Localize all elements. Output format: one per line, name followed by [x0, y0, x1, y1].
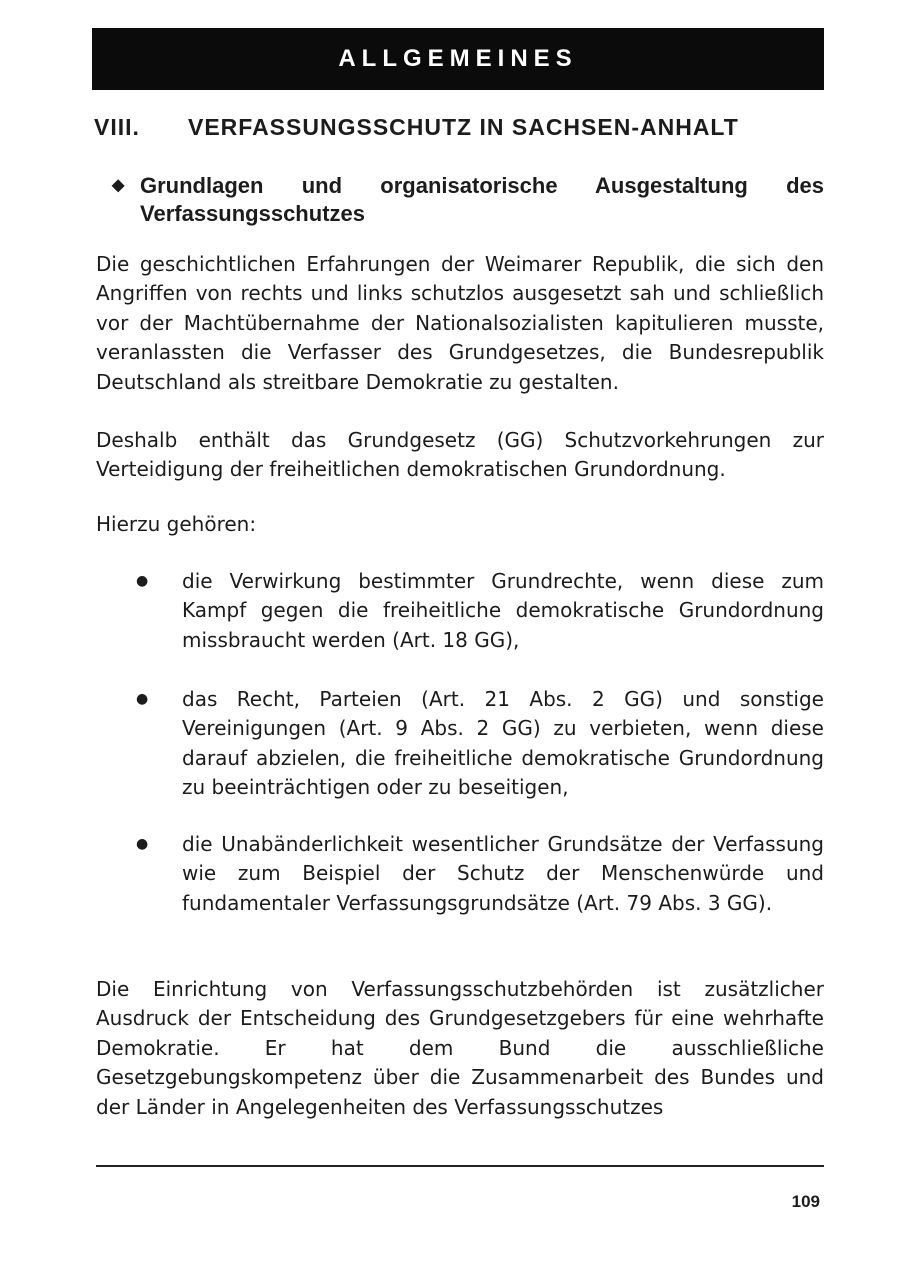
list-item [136, 567, 824, 655]
diamond-bullet-icon: ◆ [112, 177, 125, 194]
section-banner: ALLGEMEINES [92, 28, 824, 90]
bullet-list [136, 830, 824, 918]
footer-divider [96, 1165, 824, 1167]
page-number: 109 [791, 1192, 820, 1211]
list-item-text: die Verwirkung bestimmter Grundrechte, wenn diese zum Kampf gegen die freiheitliche demokratische Grundordnung missbraucht werden (Art. 18 GG), [182, 569, 824, 652]
bullet-list [136, 685, 824, 803]
bullet-list [136, 567, 824, 655]
subsection-title: Grundlagen und organisatorische Ausgestaltung des Verfassungsschutzes [140, 173, 824, 226]
bullet-dot-icon: ● [136, 691, 149, 707]
bullet-dot-icon: ● [136, 573, 149, 589]
list-item-text: das Recht, Parteien (Art. 21 Abs. 2 GG) und sonstige Vereinigungen (Art. 9 Abs. 2 GG) zu verbieten, wenn diese darauf abzielen, die freiheitliche demokratische Grundordnung zu beeinträchtigen oder zu beseitigen, [182, 687, 824, 800]
list-intro: Hierzu gehören: [96, 512, 257, 536]
bullet-dot-icon: ● [136, 836, 149, 852]
chapter-heading [94, 114, 824, 141]
list-item-text: die Unabänderlichkeit wesentlicher Grundsätze der Verfassung wie zum Beispiel der Schutz der Menschenwürde und fundamentaler Verfassungsgrundsätze (Art. 79 Abs. 3 GG). [182, 832, 824, 915]
subsection-heading [112, 172, 824, 228]
body-paragraph-2: Deshalb enthält das Grundgesetz (GG) Schutzvorkehrungen zur Verteidigung der freiheitlichen demokratischen Grundordnung. [96, 428, 824, 482]
body-paragraph-1: Die geschichtlichen Erfahrungen der Weimarer Republik, die sich den Angriffen von rechts und links schutzlos ausgesetzt sah und schließlich vor der Machtübernahme der Nationalsozialisten kapitulieren musste, veranlassten die Verfasser des Grundgesetzes, die Bundesrepublik Deutschland als streitbare Demokratie zu gestalten. [96, 252, 824, 394]
list-item [136, 685, 824, 803]
body-paragraph-3: Die Einrichtung von Verfassungsschutzbehörden ist zusätzlicher Ausdruck der Entscheidung des Grundgesetzgebers für eine wehrhafte Demokratie. Er hat dem Bund die ausschließliche Gesetzgebungskompetenz über die Zusammenarbeit des Bundes und der Länder in Angelegenheiten des Verfassungsschutzes [96, 977, 824, 1119]
chapter-title: VERFASSUNGSSCHUTZ IN SACHSEN-ANHALT [188, 114, 739, 140]
chapter-number: VIII. [94, 114, 140, 140]
list-item [136, 830, 824, 918]
